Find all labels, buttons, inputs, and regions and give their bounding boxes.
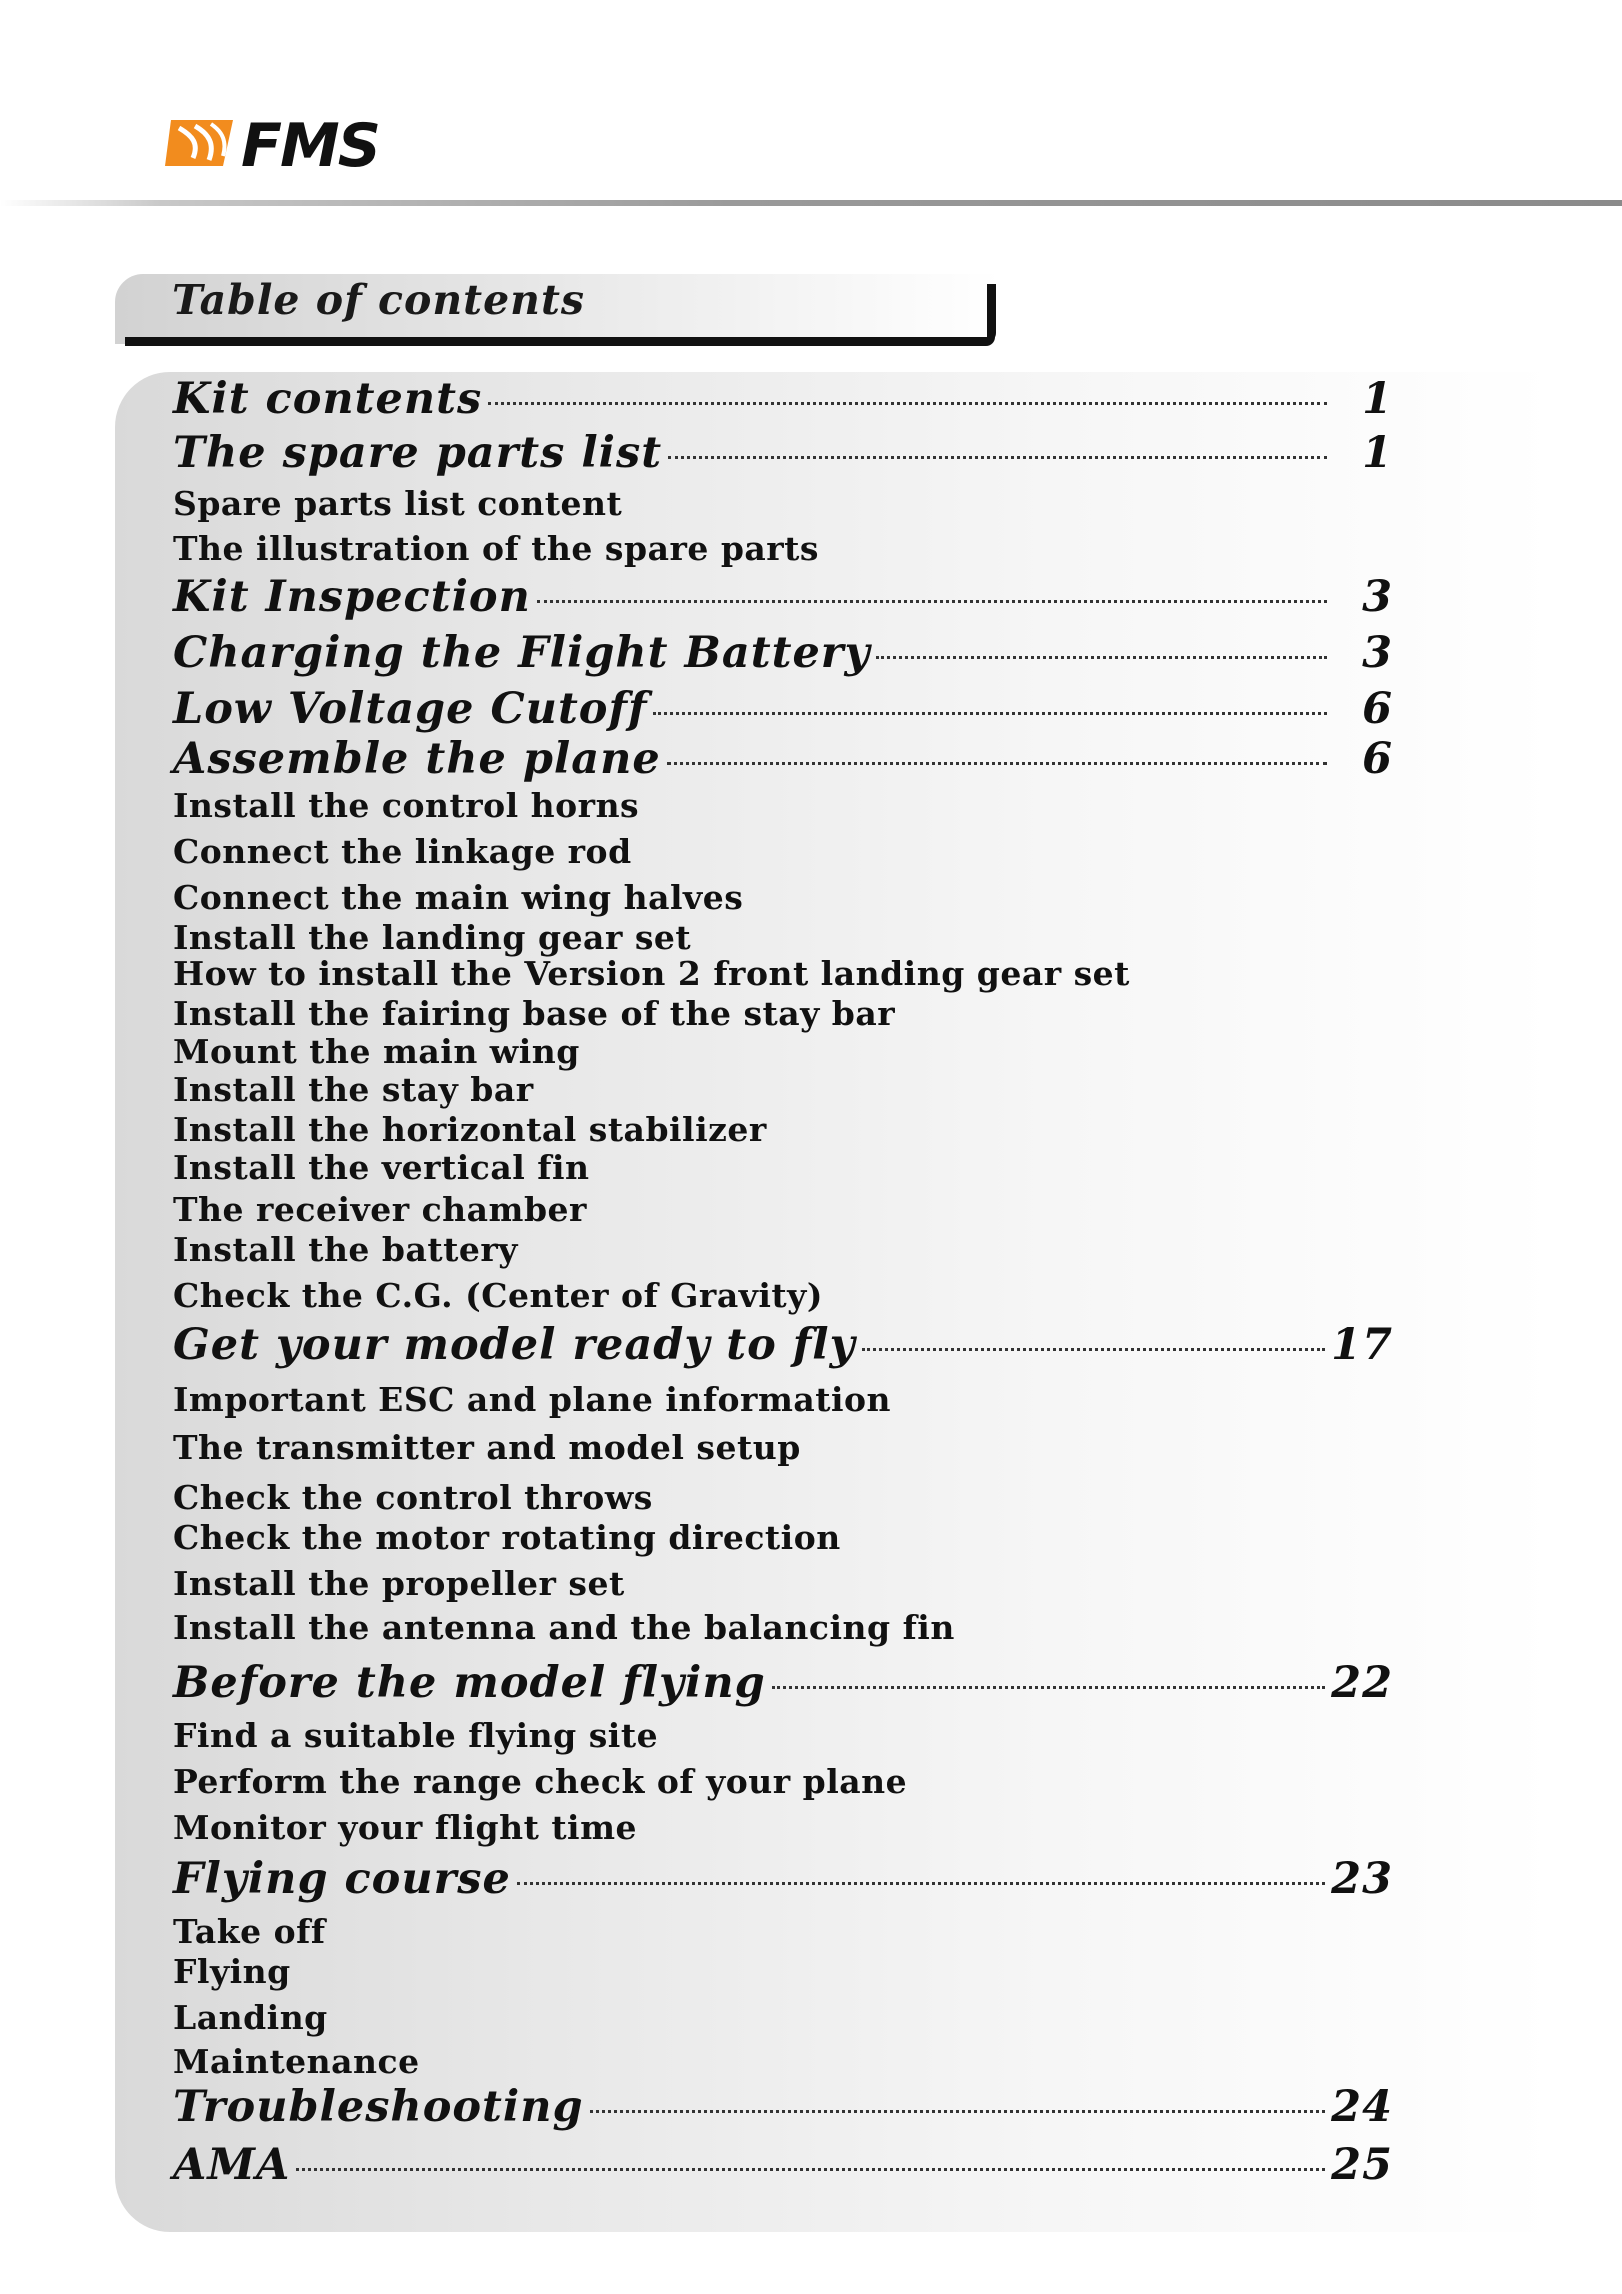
fms-logo-text: FMS [241,111,379,176]
toc-subentry[interactable]: How to install the Version 2 front landing gear set [173,954,1130,993]
toc-subentry[interactable]: Install the vertical fin [173,1148,590,1187]
toc-entry-page: 23 [1331,1854,1393,1904]
toc-subentry[interactable]: Connect the main wing halves [173,878,744,917]
dot-leader [667,762,1327,765]
toc-subentry[interactable]: Install the stay bar [173,1070,534,1109]
toc-subentry[interactable]: Monitor your flight time [173,1808,638,1847]
toc-subentry[interactable]: Install the antenna and the balancing fin [173,1608,955,1647]
toc-subentry[interactable]: Install the horizontal stabilizer [173,1110,767,1149]
toc-entry-assemble-plane[interactable] [173,734,1393,784]
toc-subentry[interactable]: Flying [173,1952,291,1991]
toc-entry-flying-course[interactable] [173,1854,1393,1904]
dot-leader [590,2110,1326,2113]
toc-entry-ama[interactable] [173,2140,1393,2190]
toc-subentry[interactable]: Take off [173,1912,326,1951]
toc-subentry[interactable]: Find a suitable flying site [173,1716,659,1755]
toc-subentry[interactable]: Spare parts list content [173,484,623,523]
toc-subentry[interactable]: Perform the range check of your plane [173,1762,908,1801]
toc-entry-kit-inspection[interactable] [173,572,1393,622]
toc-subentry[interactable]: Install the landing gear set [173,918,692,957]
toc-subentry[interactable]: Maintenance [173,2042,420,2081]
toc-entry-title: Before the model flying [173,1658,766,1708]
dot-leader [653,712,1327,715]
toc-entry-ready-to-fly[interactable] [173,1320,1393,1370]
toc-subentry[interactable]: Check the motor rotating direction [173,1518,841,1557]
toc-entry-title: Flying course [173,1854,511,1904]
toc-entry-title: Kit contents [173,374,483,424]
toc-entry-page: 6 [1362,734,1393,784]
toc-entry-troubleshooting[interactable] [173,2082,1393,2132]
dot-leader [517,1882,1325,1885]
toc-heading-underline [125,337,995,346]
toc-entry-title: Assemble the plane [173,734,661,784]
toc-entry-page: 24 [1331,2082,1393,2132]
toc-entry-page: 1 [1362,374,1393,424]
toc-entry-page: 17 [1331,1320,1393,1370]
toc-heading: Table of contents [172,276,585,324]
toc-subentry[interactable]: Important ESC and plane information [173,1380,892,1419]
toc-entry-page: 6 [1362,684,1393,734]
toc-entry-page: 1 [1362,428,1393,478]
dot-leader [876,656,1327,659]
toc-subentry[interactable]: The transmitter and model setup [173,1428,801,1467]
dot-leader [296,2168,1325,2171]
toc-subentry[interactable]: The receiver chamber [173,1190,587,1229]
dot-leader [862,1348,1326,1351]
toc-entry-title: Charging the Flight Battery [173,628,871,678]
toc-entry-page: 3 [1362,628,1393,678]
toc-entry-kit-contents[interactable] [173,374,1393,424]
toc-heading-hook [987,284,996,342]
toc-subentry[interactable]: Check the control throws [173,1478,653,1517]
toc-entry-title: Troubleshooting [173,2082,584,2132]
toc-entry-title: Kit Inspection [173,572,531,622]
toc-subentry[interactable]: Install the propeller set [173,1564,625,1603]
toc-entry-spare-parts-list[interactable] [173,428,1393,478]
dot-leader [488,402,1327,405]
fms-wing-icon [165,120,233,166]
toc-subentry[interactable]: Install the battery [173,1230,518,1269]
toc-subentry[interactable]: Install the fairing base of the stay bar [173,994,896,1033]
dot-leader [772,1686,1325,1689]
fms-logo [165,110,485,176]
toc-subentry[interactable]: The illustration of the spare parts [173,529,819,568]
toc-entry-title: Get your model ready to fly [173,1320,856,1370]
toc-entry-page: 3 [1362,572,1393,622]
toc-entry-title: Low Voltage Cutoff [173,684,648,734]
toc-entry-title: The spare parts list [173,428,663,478]
toc-subentry[interactable]: Check the C.G. (Center of Gravity) [173,1276,823,1315]
dot-leader [668,456,1327,459]
toc-subentry[interactable]: Landing [173,1998,328,2037]
toc-entry-page: 22 [1331,1658,1393,1708]
toc-entry-title: AMA [173,2140,291,2190]
toc-entry-low-voltage-cutoff[interactable] [173,684,1393,734]
dot-leader [537,600,1327,603]
toc-entry-charging-battery[interactable] [173,628,1393,678]
toc-subentry[interactable]: Connect the linkage rod [173,832,632,871]
toc-entry-before-flying[interactable] [173,1658,1393,1708]
header-rule [0,200,1622,206]
toc-entry-page: 25 [1331,2140,1393,2190]
toc-subentry[interactable]: Install the control horns [173,786,640,825]
toc-subentry[interactable]: Mount the main wing [173,1032,580,1071]
